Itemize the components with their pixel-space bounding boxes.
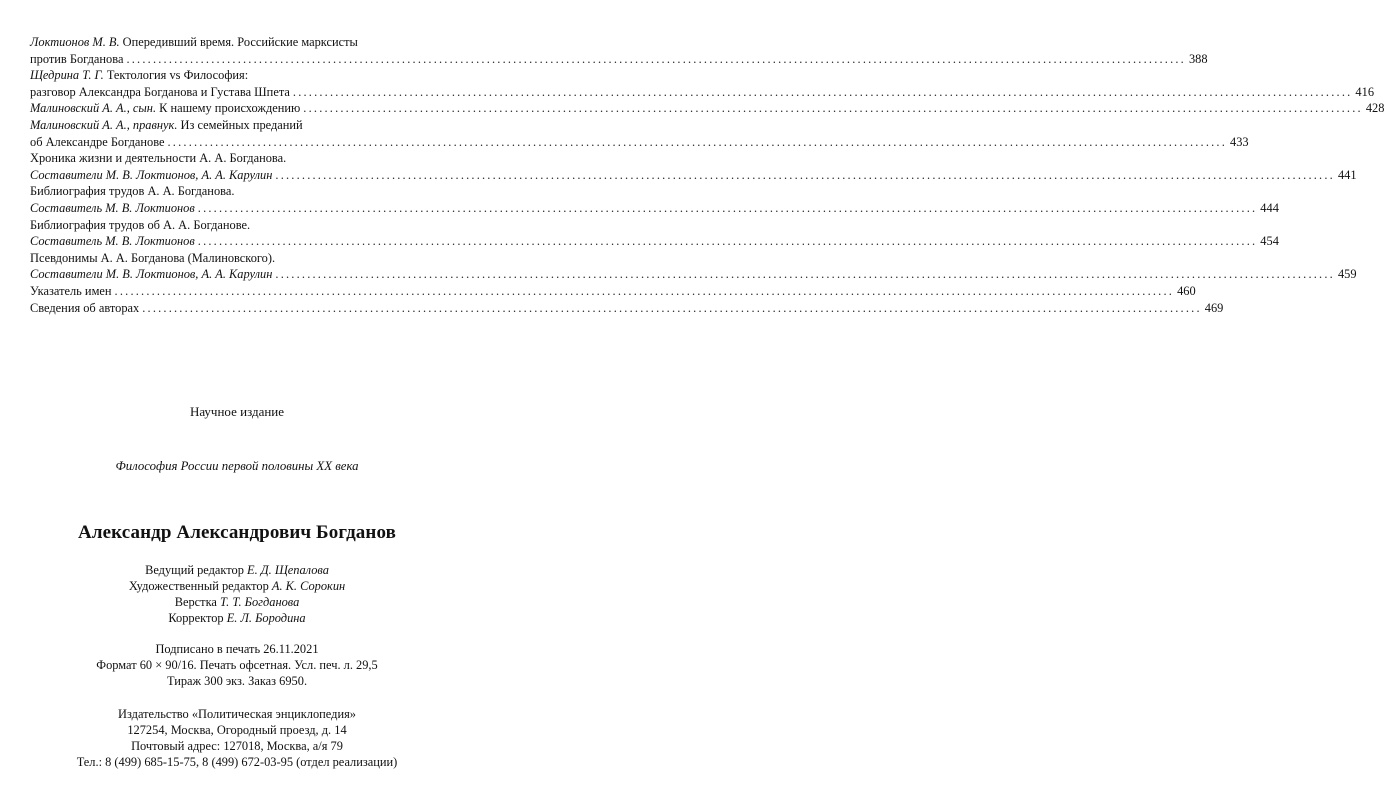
publisher-line: Почтовый адрес: 127018, Москва, а/я 79 <box>131 739 343 753</box>
toc-author: Составители М. В. Локтионов, А. А. Карулин <box>30 267 273 282</box>
toc-author: Составитель М. В. Локтионов <box>30 200 195 215</box>
credit-line <box>0 610 474 626</box>
toc-title: Опередивший время. Российские марксисты <box>119 35 358 49</box>
toc-text <box>30 51 123 68</box>
toc-title: Указатель имен <box>30 283 112 298</box>
toc-line <box>30 84 1375 101</box>
toc-title: Псевдонимы А. А. Богданова (Малиновского). <box>30 250 276 265</box>
credit-role: Корректор <box>168 611 227 625</box>
credit-role: Ведущий редактор <box>145 563 248 577</box>
toc-text <box>30 233 195 250</box>
toc-line <box>30 283 1196 300</box>
toc-page-number: 454 <box>1260 234 1279 249</box>
publisher-line: 127254, Москва, Огородный проезд, д. 14 <box>127 723 347 737</box>
toc-page-number: 460 <box>1177 283 1196 298</box>
toc-title: Тектология vs Философия: <box>103 68 249 83</box>
toc-page-number: 441 <box>1337 167 1357 182</box>
toc-page-number: 428 <box>1365 101 1384 116</box>
toc-text <box>30 266 272 283</box>
toc-line <box>30 217 448 234</box>
toc-author: Малиновский А. А., правнук. <box>30 117 178 132</box>
toc-title: против Богданова <box>30 51 124 66</box>
toc-entry <box>30 217 1279 250</box>
toc-entry <box>30 100 1384 117</box>
credit-name: Е. Д. Щепалова <box>247 563 329 577</box>
toc-entry <box>30 67 1375 100</box>
publisher-line: Издательство «Политическая энциклопедия» <box>118 707 356 721</box>
toc-leader-dots: ........................................................................................................................................................................................................ <box>167 134 1228 149</box>
toc-line <box>30 233 1279 250</box>
toc-line <box>30 200 1279 217</box>
toc-leader-dots: ........................................................................................................................................................................................................ <box>292 84 1353 99</box>
toc-leader-dots: ........................................................................................................................................................................................................ <box>126 51 1186 66</box>
toc-leader-dots: ........................................................................................................................................................................................................ <box>303 101 1363 116</box>
toc-text <box>30 300 139 317</box>
toc-page-number: 433 <box>1230 134 1249 149</box>
credit-name: А. К. Сорокин <box>271 579 346 593</box>
toc-line <box>30 183 448 200</box>
toc-line <box>30 250 448 267</box>
toc-entry <box>30 250 1357 283</box>
toc-page-number: 469 <box>1204 300 1224 315</box>
toc-text <box>30 134 165 151</box>
toc-line <box>30 100 1384 117</box>
toc-text <box>30 34 358 51</box>
print-line: Тираж 300 экз. Заказ 6950. <box>166 674 308 688</box>
publisher-line: Тел.: 8 (499) 685-15-75, 8 (499) 672-03-95 (отдел реализации) <box>76 755 398 769</box>
toc-text <box>30 200 195 217</box>
toc-author: Щедрина Т. Г. <box>30 68 104 83</box>
credit-line <box>0 594 474 610</box>
toc-text <box>30 217 250 234</box>
toc-entry <box>30 183 1279 216</box>
book-title: Александр Александрович Богданов <box>78 522 396 543</box>
credit-role: Верстка <box>174 595 221 609</box>
toc-page-number: 416 <box>1355 84 1375 99</box>
toc-title: Из семейных преданий <box>177 117 303 132</box>
toc-title: К нашему происхождению <box>156 101 301 116</box>
toc-title: Библиография трудов А. А. Богданова. <box>30 184 235 199</box>
toc-text <box>30 283 112 300</box>
table-of-contents <box>30 34 1384 316</box>
toc-title: об Александре Богданове <box>30 134 165 149</box>
print-information <box>0 641 474 689</box>
toc-line <box>30 300 1224 317</box>
credit-line <box>0 562 474 578</box>
toc-leader-dots: ........................................................................................................................................................................................................ <box>142 300 1202 315</box>
toc-line <box>30 34 448 51</box>
toc-text <box>30 67 248 84</box>
toc-leader-dots: ........................................................................................................................................................................................................ <box>275 267 1335 282</box>
toc-page-number: 459 <box>1337 267 1357 282</box>
toc-page-number: 388 <box>1188 51 1208 66</box>
series-title: Философия России первой половины XX века <box>115 459 359 473</box>
toc-entry <box>30 117 1249 150</box>
toc-text <box>30 84 290 101</box>
toc-author: Локтионов М. В. <box>30 35 120 49</box>
toc-title: Хроника жизни и деятельности А. А. Богданова. <box>30 151 287 166</box>
toc-leader-dots: ........................................................................................................................................................................................................ <box>197 200 1258 215</box>
credit-role: Художественный редактор <box>128 579 272 593</box>
credit-name: Т. Т. Богданова <box>220 595 300 609</box>
print-line: Формат 60 × 90/16. Печать офсетная. Усл. печ. л. 29,5 <box>96 658 378 672</box>
toc-line <box>30 51 1208 68</box>
toc-page-number: 444 <box>1260 200 1279 215</box>
toc-entry <box>30 150 1357 183</box>
imprint-label: Научное издание <box>189 404 285 419</box>
toc-leader-dots: ........................................................................................................................................................................................................ <box>114 283 1175 298</box>
toc-leader-dots: ........................................................................................................................................................................................................ <box>275 167 1335 182</box>
toc-text <box>30 183 234 200</box>
credit-line <box>0 578 474 594</box>
toc-line <box>30 117 448 134</box>
toc-line <box>30 134 1249 151</box>
toc-line <box>30 150 448 167</box>
toc-entry <box>30 34 1208 67</box>
toc-text <box>30 167 272 184</box>
toc-entry <box>30 283 1196 300</box>
toc-text <box>30 250 275 267</box>
toc-text <box>30 150 286 167</box>
toc-line <box>30 67 448 84</box>
credit-name: Е. Л. Бородина <box>226 611 306 625</box>
toc-author: Составители М. В. Локтионов, А. А. Карулин <box>30 167 273 182</box>
print-line: Подписано в печать 26.11.2021 <box>155 642 319 656</box>
toc-text <box>30 117 303 134</box>
toc-line <box>30 167 1357 184</box>
toc-title: Сведения об авторах <box>30 300 140 315</box>
toc-author: Малиновский А. А., сын. <box>30 101 157 116</box>
toc-author: Составитель М. В. Локтионов <box>30 234 195 249</box>
toc-leader-dots: ........................................................................................................................................................................................................ <box>197 234 1258 249</box>
editorial-credits <box>0 562 474 626</box>
toc-text <box>30 100 300 117</box>
toc-entry <box>30 300 1224 317</box>
toc-line <box>30 266 1357 283</box>
publisher-information <box>0 706 474 770</box>
toc-title: разговор Александра Богданова и Густава Шпета <box>30 84 290 99</box>
toc-title: Библиография трудов об А. А. Богданове. <box>30 217 251 232</box>
